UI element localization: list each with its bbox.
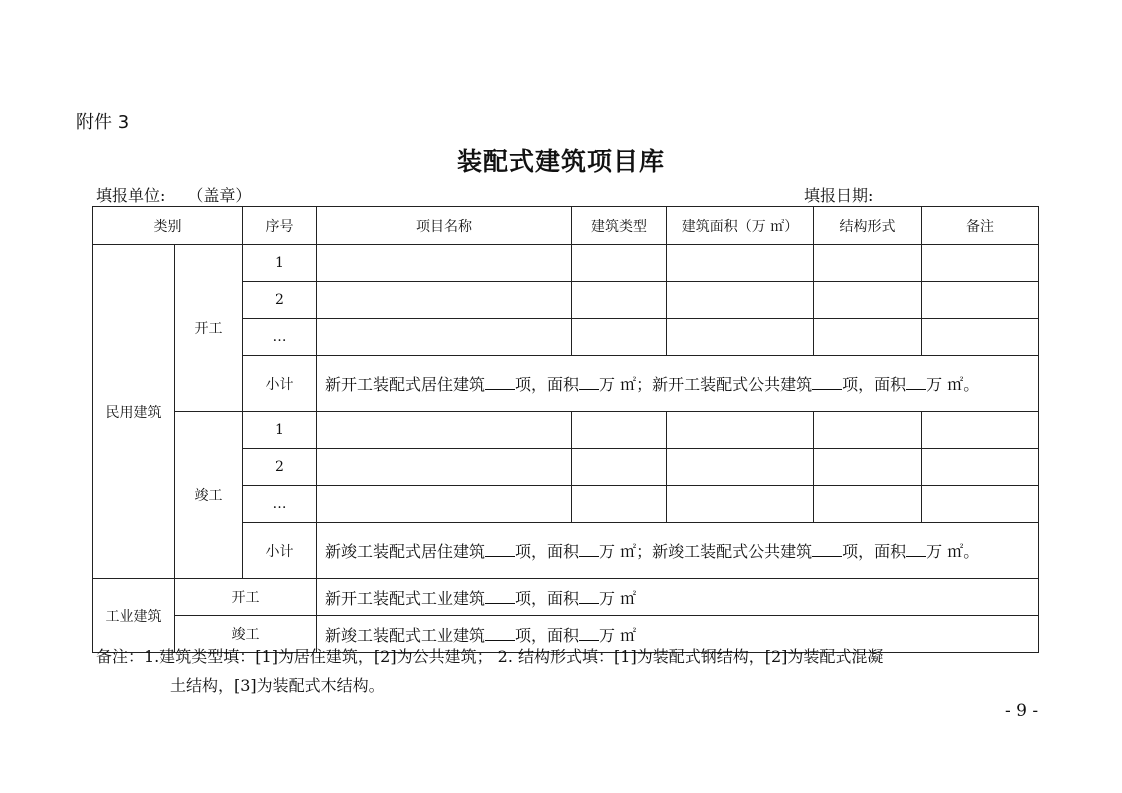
building-type-cell[interactable] [572, 319, 667, 356]
notes [96, 642, 1036, 700]
summary-text: 项，面积 [842, 375, 907, 394]
header-seq: 序号 [243, 207, 317, 245]
area-blank[interactable] [906, 542, 926, 557]
project-name-cell[interactable] [317, 282, 572, 319]
table-row [93, 412, 1039, 449]
category-industrial: 工业建筑 [93, 579, 175, 653]
building-type-cell[interactable] [572, 412, 667, 449]
summary-text: 新竣工装配式工业建筑 [325, 625, 486, 645]
notes-line-1: 备注：1.建筑类型填：[1]为居住建筑，[2]为公共建筑； 2. 结构形式填：[1]为装配式钢结构，[2]为装配式混凝 [96, 647, 884, 666]
building-area-cell[interactable] [667, 486, 814, 523]
table-row [93, 245, 1039, 282]
seq-cell: 2 [243, 449, 317, 486]
page-title: 装配式建筑项目库 [456, 147, 665, 176]
summary-text: 项，面积 [842, 542, 907, 561]
building-area-cell[interactable] [667, 412, 814, 449]
count-blank[interactable] [485, 626, 515, 641]
structure-form-cell[interactable] [814, 245, 922, 282]
subtotal-summary [317, 356, 1039, 412]
subtotal-label: 小计 [243, 523, 317, 579]
summary-text: 项，面积 [515, 588, 580, 608]
seq-cell: … [243, 486, 317, 523]
header-building-area: 建筑面积（万 ㎡） [667, 207, 814, 245]
building-area-cell[interactable] [667, 282, 814, 319]
remarks-cell[interactable] [922, 245, 1039, 282]
project-name-cell[interactable] [317, 319, 572, 356]
subcategory-civil-complete: 竣工 [175, 412, 243, 579]
area-blank[interactable] [579, 542, 599, 557]
subcategory-industrial-start: 开工 [175, 579, 317, 616]
remarks-cell[interactable] [922, 412, 1039, 449]
seq-cell: 2 [243, 282, 317, 319]
structure-form-cell[interactable] [814, 412, 922, 449]
count-blank[interactable] [485, 542, 515, 557]
building-type-cell[interactable] [572, 449, 667, 486]
subcategory-civil-start: 开工 [175, 245, 243, 412]
notes-line-2: 土结构，[3]为装配式木结构。 [170, 676, 385, 695]
fill-unit-stamp: （盖章） [187, 186, 252, 205]
building-type-cell[interactable] [572, 486, 667, 523]
building-type-cell[interactable] [572, 245, 667, 282]
subcategory-industrial-complete: 竣工 [175, 616, 317, 653]
count-blank[interactable] [485, 375, 515, 390]
structure-form-cell[interactable] [814, 319, 922, 356]
area-blank[interactable] [579, 589, 599, 604]
count-blank[interactable] [485, 589, 515, 604]
summary-text: 万 ㎡；新竣工装配式公共建筑 [599, 542, 813, 561]
building-area-cell[interactable] [667, 319, 814, 356]
summary-text: 万 ㎡。 [926, 375, 980, 394]
remarks-cell[interactable] [922, 282, 1039, 319]
summary-text: 万 ㎡。 [926, 542, 980, 561]
table-header-row [93, 207, 1039, 245]
count-blank[interactable] [812, 375, 842, 390]
subtotal-summary [317, 523, 1039, 579]
attachment-label: 附件 3 [76, 112, 130, 133]
summary-text: 万 ㎡ [599, 588, 637, 608]
summary-text: 项，面积 [515, 542, 580, 561]
building-area-cell[interactable] [667, 449, 814, 486]
summary-text: 新竣工装配式居住建筑 [325, 542, 486, 561]
structure-form-cell[interactable] [814, 282, 922, 319]
summary-text: 新开工装配式工业建筑 [325, 588, 486, 608]
industrial-row [93, 579, 1039, 616]
project-name-cell[interactable] [317, 486, 572, 523]
industrial-summary [317, 579, 1039, 616]
header-category: 类别 [93, 207, 243, 245]
summary-text: 项，面积 [515, 625, 580, 645]
remarks-cell[interactable] [922, 486, 1039, 523]
fill-unit [96, 183, 251, 206]
structure-form-cell[interactable] [814, 449, 922, 486]
seq-cell: 1 [243, 412, 317, 449]
category-civil: 民用建筑 [93, 245, 175, 579]
fill-date-label: 填报日期: [804, 186, 874, 205]
header-structure-form: 结构形式 [814, 207, 922, 245]
count-blank[interactable] [812, 542, 842, 557]
structure-form-cell[interactable] [814, 486, 922, 523]
summary-text: 万 ㎡ [599, 625, 637, 645]
summary-text: 项，面积 [515, 375, 580, 394]
remarks-cell[interactable] [922, 449, 1039, 486]
header-remarks: 备注 [922, 207, 1039, 245]
building-type-cell[interactable] [572, 282, 667, 319]
page-number: - 9 - [1005, 701, 1039, 721]
project-name-cell[interactable] [317, 412, 572, 449]
area-blank[interactable] [906, 375, 926, 390]
building-area-cell[interactable] [667, 245, 814, 282]
area-blank[interactable] [579, 626, 599, 641]
seq-cell: … [243, 319, 317, 356]
seq-cell: 1 [243, 245, 317, 282]
area-blank[interactable] [579, 375, 599, 390]
header-building-type: 建筑类型 [572, 207, 667, 245]
project-name-cell[interactable] [317, 245, 572, 282]
project-table [92, 206, 1039, 653]
remarks-cell[interactable] [922, 319, 1039, 356]
summary-text: 新开工装配式居住建筑 [325, 375, 486, 394]
summary-text: 万 ㎡；新开工装配式公共建筑 [599, 375, 813, 394]
fill-unit-label: 填报单位: [96, 186, 166, 205]
subtotal-label: 小计 [243, 356, 317, 412]
project-name-cell[interactable] [317, 449, 572, 486]
header-project-name: 项目名称 [317, 207, 572, 245]
